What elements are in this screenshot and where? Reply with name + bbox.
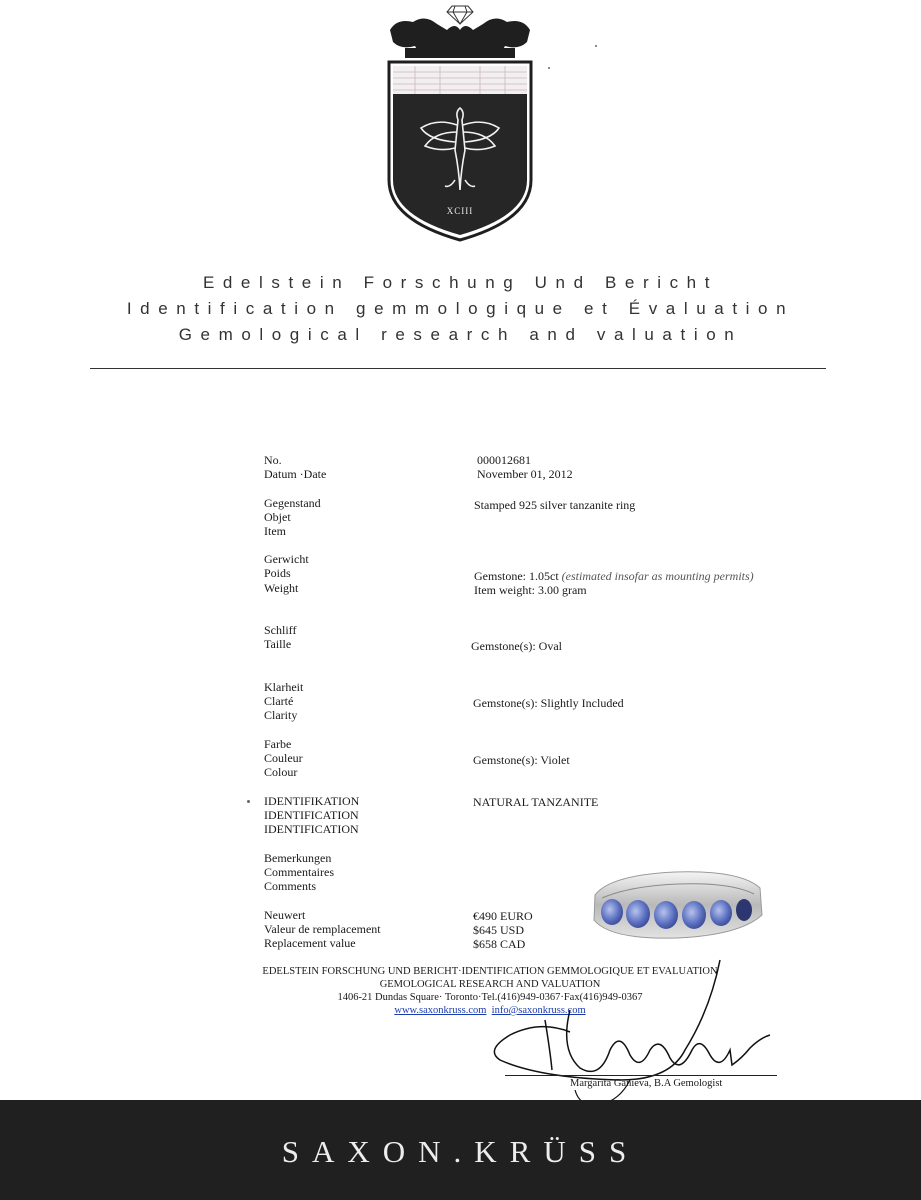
footer-line-3: 1406-21 Dundas Square· Toronto·Tel.(416)949-0367·Fax(416)949-0367 <box>337 992 643 1003</box>
label-item-fr: Objet <box>264 510 291 524</box>
label-clarity-en: Clarity <box>264 708 298 722</box>
footer-line-2: GEMOLOGICAL RESEARCH AND VALUATION <box>379 979 601 990</box>
label-colour-en: Colour <box>264 765 298 779</box>
gemstone-weight-text: Gemstone: 1.05ct <box>474 569 559 583</box>
label-replacement-en: Replacement value <box>264 936 356 950</box>
website-link[interactable]: www.saxonkruss.com <box>394 1005 487 1016</box>
value-item-weight: Item weight: 3.00 gram <box>474 583 587 597</box>
value-identification: NATURAL TANZANITE <box>473 795 599 809</box>
letterhead-titles <box>0 270 921 348</box>
speck <box>247 800 250 803</box>
label-no: No. <box>264 453 282 467</box>
signatory-name: Margarita Ganieva, B.A Gemologist <box>570 1078 723 1089</box>
value-clarity: Gemstone(s): Slightly Included <box>473 696 624 710</box>
label-weight-de: Gerwicht <box>264 552 309 566</box>
title-french: Identification gemmologique et Évaluation <box>126 299 795 318</box>
value-date: November 01, 2012 <box>477 467 573 481</box>
crest-numeral: XCIII <box>446 206 474 216</box>
value-replacement-cad: $658 CAD <box>473 937 526 951</box>
label-replacement-fr: Valeur de remplacement <box>264 922 381 936</box>
label-weight-en: Weight <box>264 581 299 595</box>
label-cut-fr: Taille <box>264 637 292 651</box>
value-item: Stamped 925 silver tanzanite ring <box>474 498 636 512</box>
value-cut: Gemstone(s): Oval <box>471 639 562 653</box>
crest-emblem <box>385 0 535 245</box>
email-link[interactable]: info@saxonkruss.com <box>491 1005 586 1016</box>
label-comments-de: Bemerkungen <box>264 851 332 865</box>
header-divider <box>90 368 826 369</box>
label-weight-fr: Poids <box>264 566 291 580</box>
label-clarity-de: Klarheit <box>264 680 304 694</box>
label-item-en: Item <box>264 524 286 538</box>
footer-line-1: EDELSTEIN FORSCHUNG UND BERICHT·IDENTIFICATION GEMMOLOGIQUE ET EVALUATION <box>262 966 718 977</box>
title-english: Gemological research and valuation <box>178 325 743 344</box>
label-identification-de: IDENTIFIKATION <box>264 794 360 808</box>
label-colour-fr: Couleur <box>264 751 303 765</box>
label-identification-en: IDENTIFICATION <box>264 822 359 836</box>
label-comments-fr: Commentaires <box>264 865 334 879</box>
diamond-icon <box>447 6 473 24</box>
label-replacement-de: Neuwert <box>264 908 306 922</box>
label-item-de: Gegenstand <box>264 496 321 510</box>
label-comments-en: Comments <box>264 879 317 893</box>
label-clarity-fr: Clarté <box>264 694 294 708</box>
value-gemstone-weight <box>474 569 754 583</box>
signature-line <box>505 1075 777 1076</box>
value-colour: Gemstone(s): Violet <box>473 753 570 767</box>
value-replacement-eur: €490 EURO <box>473 909 533 923</box>
value-no: 000012681 <box>477 453 531 467</box>
ring-photo <box>590 860 765 945</box>
label-colour-de: Farbe <box>264 737 292 751</box>
speck <box>548 67 550 69</box>
speck <box>595 45 597 47</box>
brand-name: SAXON.KRÜSS <box>281 1134 640 1169</box>
value-replacement-usd: $645 USD <box>473 923 525 937</box>
label-identification-fr: IDENTIFICATION <box>264 808 359 822</box>
label-date: Datum ·Date <box>264 467 327 481</box>
gemstone-weight-note: (estimated insofar as mounting permits) <box>561 569 754 583</box>
title-german: Edelstein Forschung Und Bericht <box>202 273 719 292</box>
label-cut-de: Schliff <box>264 623 297 637</box>
